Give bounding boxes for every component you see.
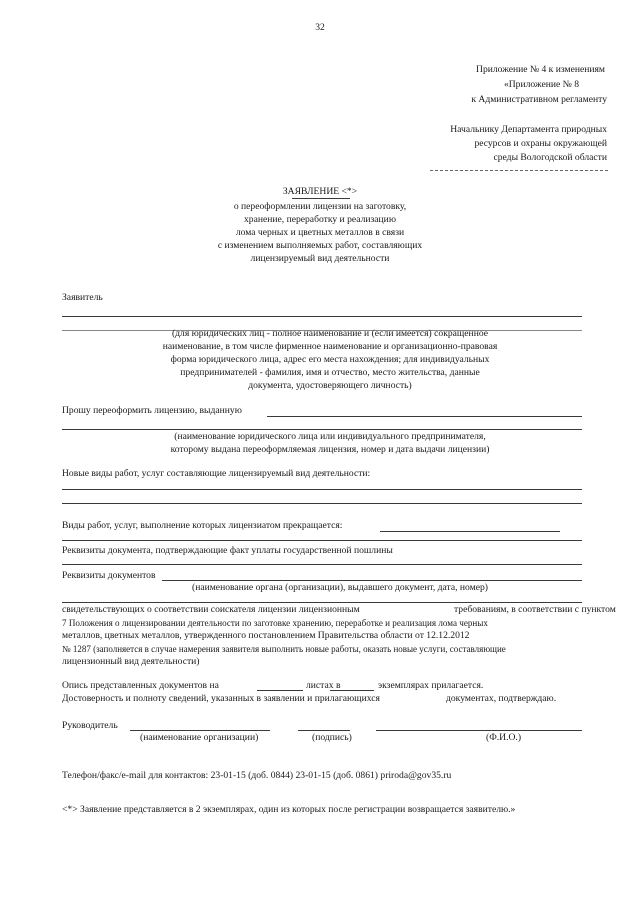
documents-hint: (наименование органа (организации), выдавшего документ, дата, номер) xyxy=(192,582,488,593)
footnote: <*> Заявление представляется в 2 экземплярах, один из которых после регистрации возвращается заявителю.» xyxy=(62,804,516,815)
addressee-line-3: среды Вологодской области xyxy=(493,152,607,163)
title-sub-4: с изменением выполняемых работ, составляющих xyxy=(217,240,423,251)
signature-sign-line xyxy=(298,730,350,731)
appendix-line-3: к Административном регламенту xyxy=(471,94,607,105)
signature-org-line xyxy=(130,730,270,731)
inventory-sheets-blank xyxy=(257,690,303,691)
inventory-copies-blank xyxy=(330,690,374,691)
applicant-hint-5: документа, удостоверяющего личность) xyxy=(248,380,412,391)
applicant-line-1 xyxy=(62,316,582,317)
signature-org-hint: (наименование организации) xyxy=(140,732,259,743)
inventory-line-1a: Опись представленных документов на xyxy=(62,680,219,691)
reissue-hint-1: (наименование юридического лица или индивидуального предпринимателя, xyxy=(174,431,486,442)
applicant-label: Заявитель xyxy=(62,292,103,303)
appendix-line-1: Приложение № 4 к изменениям xyxy=(476,64,605,75)
title-sub-5: лицензируемый вид деятельности xyxy=(250,253,390,264)
signature-name-line xyxy=(376,730,582,731)
documents-para-1b: требованиям, в соответствии с пунктом xyxy=(454,604,616,615)
title-heading: ЗАЯВЛЕНИЕ <*> xyxy=(282,186,358,197)
addressee-blank-line xyxy=(430,170,608,171)
page-number: 32 xyxy=(315,22,325,33)
stopped-works-line-1 xyxy=(380,531,560,532)
stopped-works-label: Виды работ, услуг, выполнение которых лицензиатом прекращается: xyxy=(62,520,343,531)
reissue-line-1 xyxy=(267,416,582,417)
documents-label: Реквизиты документов xyxy=(62,570,156,581)
documents-line-2 xyxy=(62,602,582,603)
documents-para-2: 7 Положения о лицензировании деятельности по заготовке хранению, переработке и реализация лома черных xyxy=(62,618,488,628)
documents-para-1: свидетельствующих о соответствии соискателя лицензии лицензионным xyxy=(62,604,360,615)
applicant-hint-4: предпринимателей - фамилия, имя и отчество, место жительства, данные xyxy=(180,367,480,378)
applicant-hint-1: (для юридических лиц - полное наименование и (если имеется) сокращенное xyxy=(171,328,489,339)
title-sub-3: лома черных и цветных металлов в связи xyxy=(235,227,405,238)
title-underline xyxy=(292,198,350,199)
applicant-hint-2: наименование, в том числе фирменное наименование и организационно-правовая xyxy=(162,341,498,352)
new-works-line-2 xyxy=(62,503,582,504)
appendix-line-2: «Приложение № 8 xyxy=(503,79,579,90)
signature-label: Руководитель xyxy=(62,720,118,731)
new-works-label: Новые виды работ, услуг составляющие лицензируемый вид деятельности: xyxy=(62,468,371,479)
title-sub-2: хранение, переработку и реализацию xyxy=(244,214,396,225)
reissue-hint-2: которому выдана переоформляемая лицензия, номер и дата выдачи лицензии) xyxy=(170,444,490,455)
addressee-line-2: ресурсов и охраны окружающей xyxy=(474,138,607,149)
signature-sign-hint: (подпись) xyxy=(312,732,352,743)
fee-line xyxy=(62,564,582,565)
documents-line xyxy=(162,580,582,581)
reissue-label: Прошу переоформить лицензию, выданную xyxy=(62,405,242,416)
new-works-line-1 xyxy=(62,489,582,490)
documents-para-4: № 1287 (заполняется в случае намерения заявителя выполнить новые работы, оказать новые услуги, составляющие xyxy=(62,644,506,654)
inventory-line-2b: документах, подтверждаю. xyxy=(446,693,557,704)
documents-para-3: металлов, цветных металлов, утвержденного постановлением Правительства области от 12.12.2012 xyxy=(62,630,470,641)
documents-para-5: лицензионный вид деятельности) xyxy=(62,656,200,667)
addressee-line-1: Начальнику Департамента природных xyxy=(450,124,607,135)
applicant-hint-3: форма юридического лица, адрес его места нахождения; для индивидуальных xyxy=(170,354,490,365)
inventory-line-2a: Достоверность и полноту сведений, указанных в заявлении и прилагающихся xyxy=(62,693,380,704)
fee-label: Реквизиты документа, подтверждающие факт уплаты государственной пошлины xyxy=(62,545,393,556)
inventory-line-1b: листах в xyxy=(306,680,341,691)
signature-name-hint: (Ф.И.О.) xyxy=(486,732,522,743)
inventory-line-1c: экземплярах прилагается. xyxy=(378,680,484,691)
contacts-line: Телефон/факс/e-mail для контактов: 23-01-15 (доб. 0844) 23-01-15 (доб. 0861) priroda@gov35.ru xyxy=(62,770,452,781)
reissue-line-2 xyxy=(62,429,582,430)
stopped-works-line-2 xyxy=(62,540,582,541)
title-sub-1: о переоформлении лицензии на заготовку, xyxy=(233,201,407,212)
